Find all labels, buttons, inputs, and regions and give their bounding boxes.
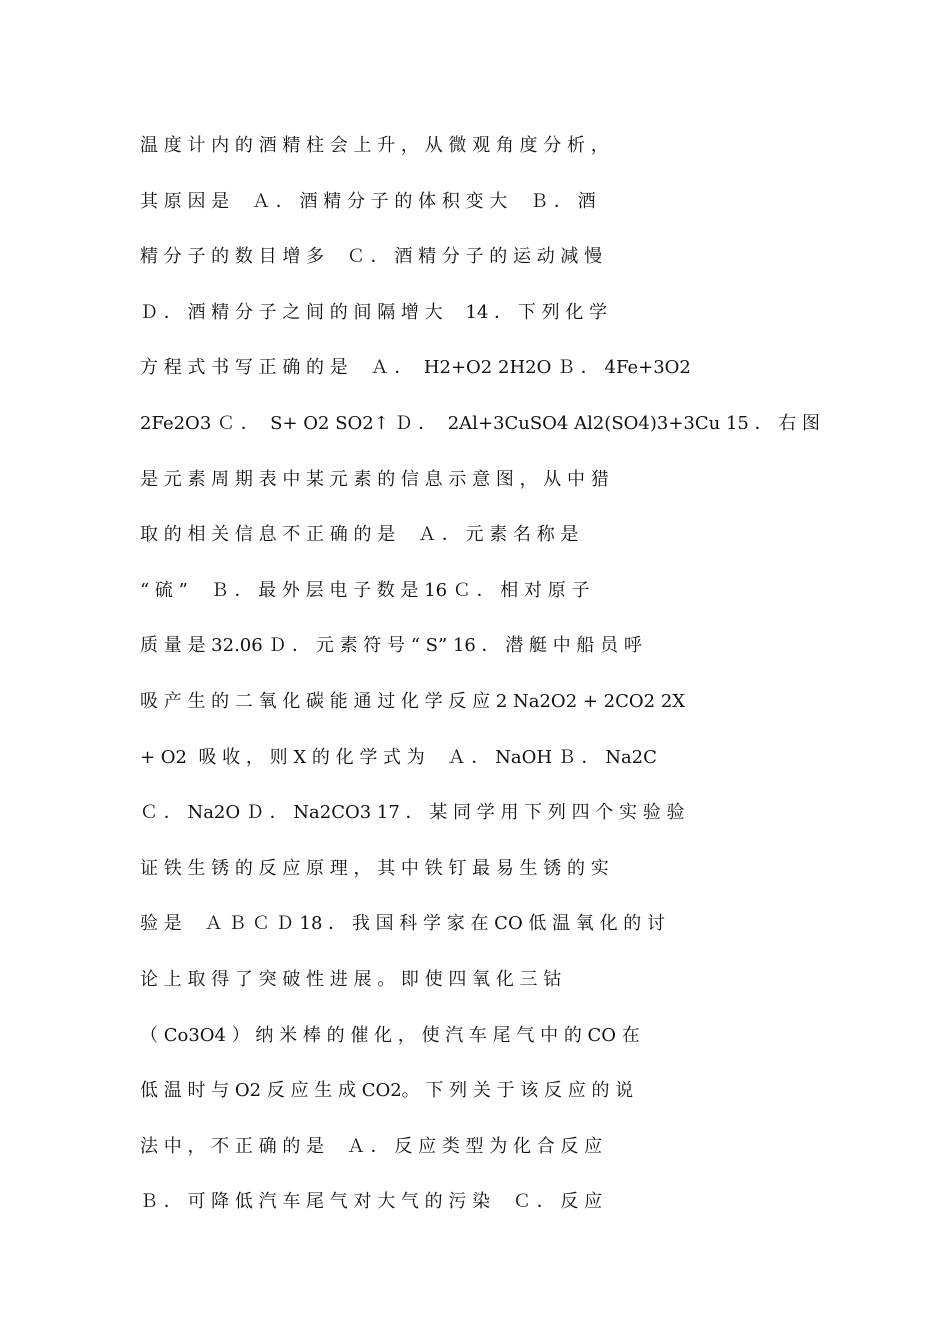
text-line: 取 的 相 关 信 息 不 正 确 的 是 Ａ ． 元 素 名 称 是 (140, 524, 579, 546)
text-line: 是 元 素 周 期 表 中 某 元 素 的 信 息 示 意 图 ， 从 中 猎 (140, 468, 609, 490)
text-line: 方 程 式 书 写 正 确 的 是 Ａ ． H2+O2 2H2O Ｂ ． 4Fe+3O2 (140, 357, 691, 379)
text-line: 质 量 是 32.06 Ｄ ． 元 素 符 号 “ S” 16 ． 潜 艇 中 船 员 呼 (140, 635, 642, 657)
text-line: Ｂ ． 可 降 低 汽 车 尾 气 对 大 气 的 污 染 Ｃ ． 反 应 (140, 1191, 603, 1213)
text-line: 吸 产 生 的 二 氧 化 碳 能 通 过 化 学 反 应 2 Na2O2 + 2CO2 2X (140, 690, 686, 712)
text-line: “ 硫 ” Ｂ ． 最 外 层 电 子 数 是 16 Ｃ ． 相 对 原 子 (140, 579, 590, 601)
text-line: 其 原 因 是 Ａ ． 酒 精 分 子 的 体 积 变 大 Ｂ ． 酒 (140, 190, 596, 212)
text-line: 精 分 子 的 数 目 增 多 Ｃ ． 酒 精 分 子 的 运 动 减 慢 (140, 246, 603, 268)
text-line: 证 铁 生 锈 的 反 应 原 理 ， 其 中 铁 钉 最 易 生 锈 的 实 (140, 857, 609, 879)
text-line: 论 上 取 得 了 突 破 性 进 展 。 即 使 四 氧 化 三 钴 (140, 968, 562, 990)
document-body (140, 126, 820, 1238)
text-line: Ｄ ． 酒 精 分 子 之 间 的 间 隔 增 大 14 ． 下 列 化 学 (140, 301, 608, 323)
text-line: 法 中 ， 不 正 确 的 是 Ａ ． 反 应 类 型 为 化 合 反 应 (140, 1135, 603, 1157)
text-line: （ Co3O4 ） 纳 米 棒 的 催 化 ， 使 汽 车 尾 气 中 的 CO 在 (140, 1024, 640, 1046)
text-line: Ｃ ． Na2O Ｄ ． Na2CO3 17 ． 某 同 学 用 下 列 四 个 实 验 验 (140, 802, 685, 824)
text-line: 验 是 Ａ Ｂ Ｃ Ｄ 18 ． 我 国 科 学 家 在 CO 低 温 氧 化 的 讨 (140, 913, 666, 935)
text-line: 2Fe2O3 Ｃ ． S+ O2 SO2↑ Ｄ ． 2Al+3CuSO4 Al2(SO4)3+3Cu 15 ． 右 图 (140, 412, 821, 434)
text-line: 低 温 时 与 O2 反 应 生 成 CO2。 下 列 关 于 该 反 应 的 说 (140, 1080, 634, 1102)
text-line: + O2 吸 收 ， 则 X 的 化 学 式 为 Ａ ． NaOH Ｂ ． Na2C (140, 746, 657, 768)
text-line: 温 度 计 内 的 酒 精 柱 会 上 升 ， 从 微 观 角 度 分 析 ， (140, 135, 609, 156)
